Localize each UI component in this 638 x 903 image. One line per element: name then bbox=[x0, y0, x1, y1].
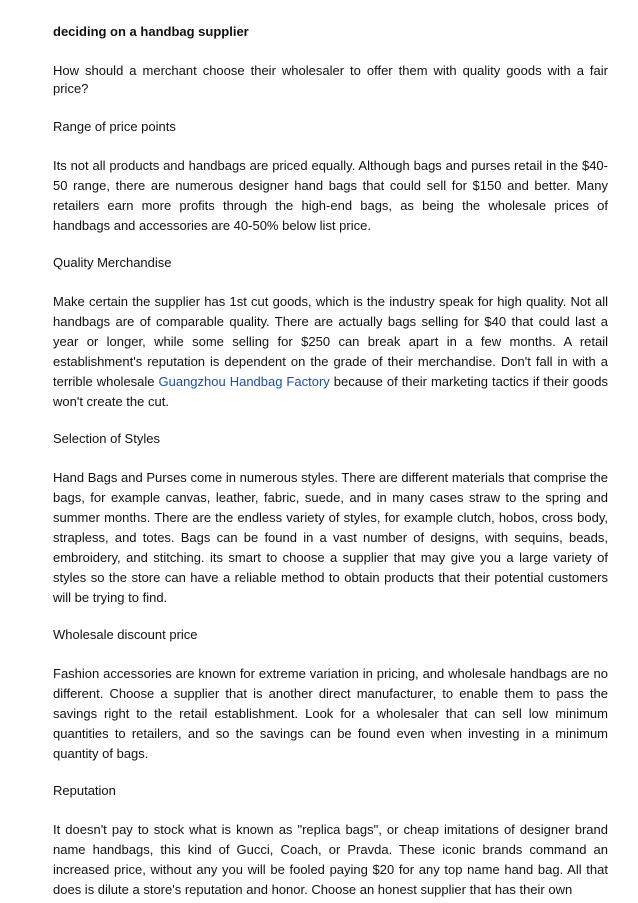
section-heading-price-points: Range of price points bbox=[53, 119, 176, 134]
document-title: deciding on a handbag supplier bbox=[53, 24, 249, 39]
section-body-wholesale-price: Fashion accessories are known for extreme variation in pricing, and wholesale handbags are no different. Choose a supplier that is another direct manufacturer, to enable them to pass the savings right to the retail establishment. Look for a wholesaler that can sell low minimum quantities to retailers, and so the savings can be found even when investing in a minimum quantity of bags. bbox=[53, 666, 608, 761]
section-heading-quality: Quality Merchandise bbox=[53, 255, 172, 270]
quality-text-after-link: because of their marketing tactics if their goods won't create the cut. bbox=[53, 374, 608, 409]
quality-text-before-link: Make certain the supplier has 1st cut goods, which is the industry speak for high quality. Not all handbags are of comparable quality. There are actually bags selling for $40 that could last a year or longer, while some selling for $250 can break apart in a few months. A retail establishment's reputation is dependent on the grade of their merchandise. Don't fall in with a terrible wholesale bbox=[53, 294, 608, 389]
section-heading-reputation: Reputation bbox=[53, 783, 116, 798]
section-body-styles: Hand Bags and Purses come in numerous styles. There are different materials that comprise the bags, for example canvas, leather, fabric, suede, and in many cases straw to the spring and summer months. There are the endless variety of styles, for example clutch, hobos, cross body, strapless, and totes. Bags can be found in a vast number of designs, with sequins, beads, embroidery, and stitching. its smart to choose a supplier that may give you a large variety of styles so the store can have a reliable method to obtain products that their potential customers will be trying to find. bbox=[53, 470, 608, 605]
guangzhou-handbag-factory-link[interactable]: Guangzhou Handbag Factory bbox=[158, 374, 330, 389]
section-body-price-points: Its not all products and handbags are priced equally. Although bags and purses retail in the $40-50 range, there are numerous designer hand bags that could sell for $150 and better. Many retailers earn more profits through the high-end bags, as being the wholesale prices of handbags and accessories are 40-50% below list price. bbox=[53, 158, 608, 233]
intro-paragraph: How should a merchant choose their wholesaler to offer them with quality goods with a fair price? bbox=[53, 63, 608, 96]
section-body-reputation: It doesn't pay to stock what is known as "replica bags", or cheap imitations of designer brand name handbags, this kind of Gucci, Coach, or Pravda. These iconic brands command an increased price, without any you will be fooled paying $20 for any top name hand bag. All that does is dilute a store's reputation and honor. Choose an honest supplier that has their own bbox=[53, 822, 608, 897]
section-heading-wholesale-price: Wholesale discount price bbox=[53, 627, 198, 642]
section-heading-styles: Selection of Styles bbox=[53, 431, 160, 446]
section-body-quality bbox=[53, 292, 608, 412]
